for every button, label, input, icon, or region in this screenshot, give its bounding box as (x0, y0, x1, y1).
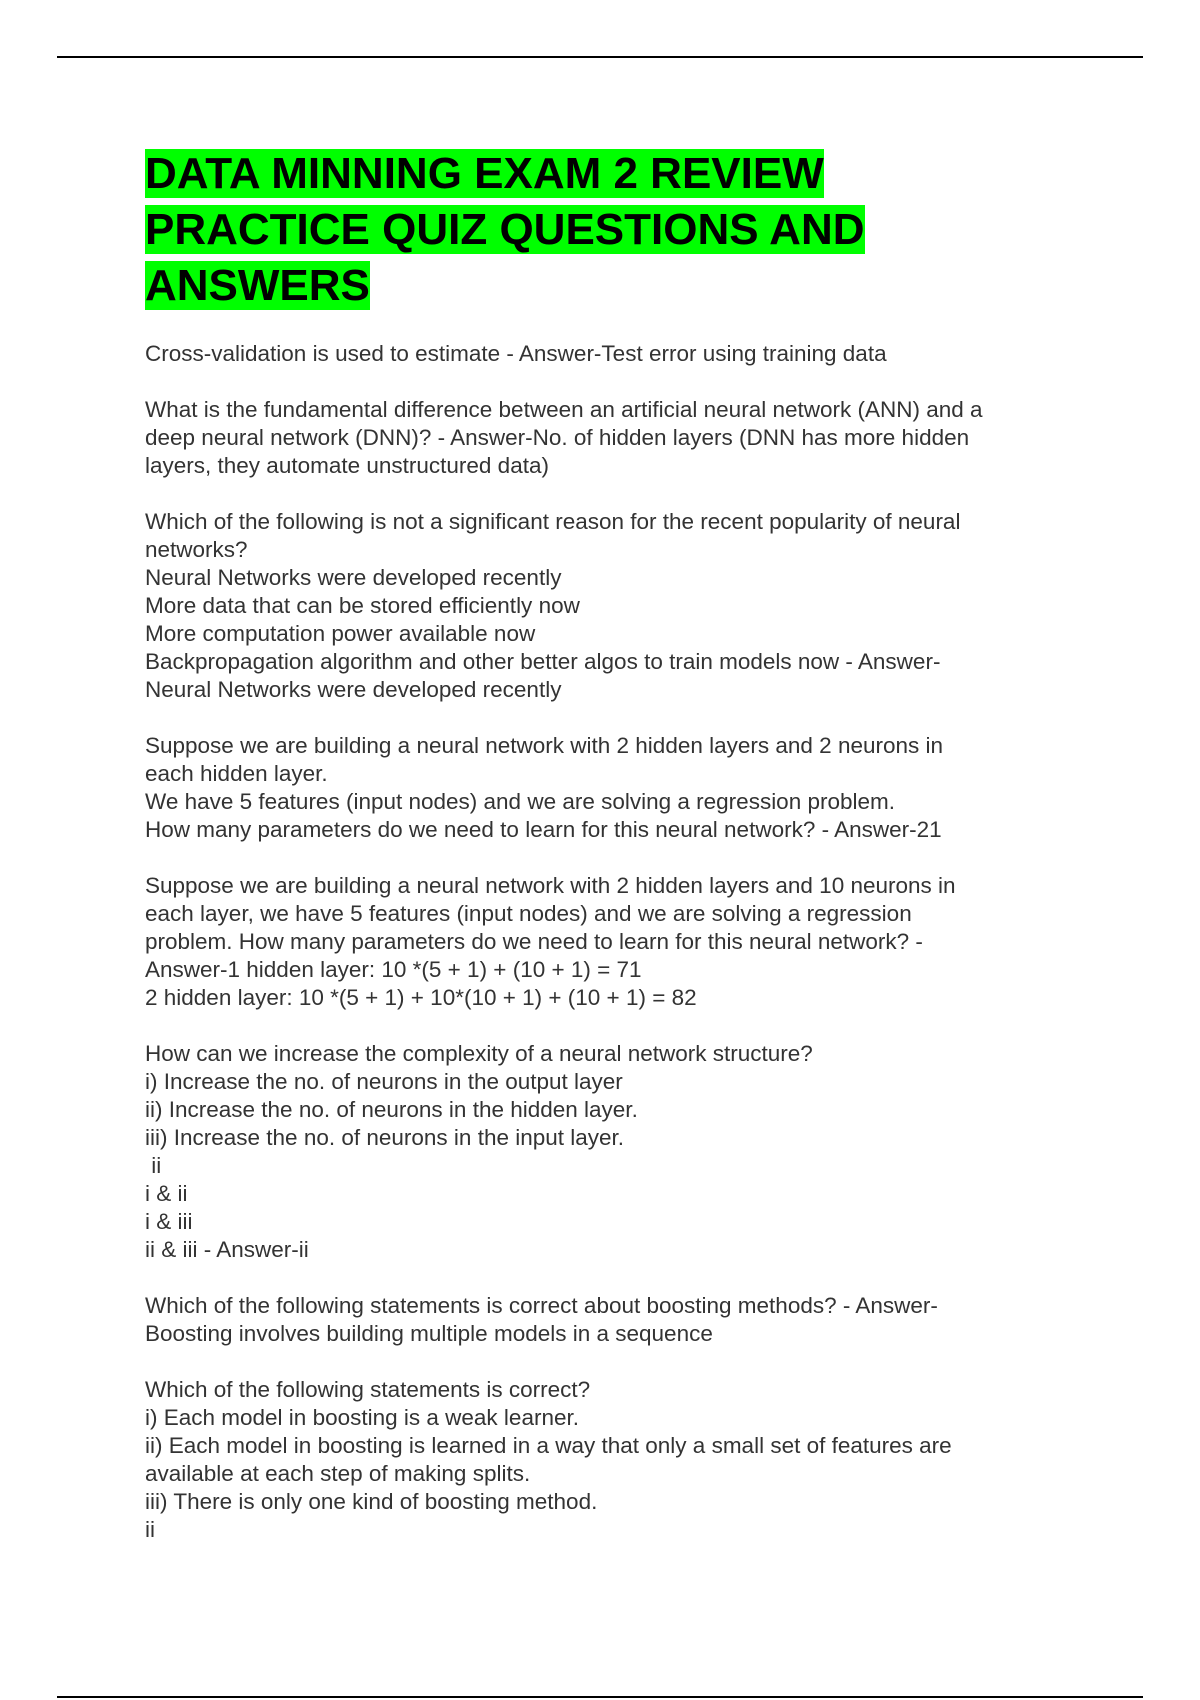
text-line: networks? (145, 537, 248, 562)
title-line: ANSWERS (145, 261, 370, 310)
question-item (145, 508, 1075, 704)
text-line: layers, they automate unstructured data) (145, 453, 549, 478)
text-line: How can we increase the complexity of a neural network structure? (145, 1041, 813, 1066)
text-line: 2 hidden layer: 10 *(5 + 1) + 10*(10 + 1) + (10 + 1) = 82 (145, 985, 697, 1010)
text-line: available at each step of making splits. (145, 1461, 531, 1486)
text-line: Boosting involves building multiple models in a sequence (145, 1321, 713, 1346)
question-item (145, 872, 1075, 1012)
text-line: Which of the following is not a significant reason for the recent popularity of neural (145, 509, 961, 534)
text-line: i) Increase the no. of neurons in the output layer (145, 1069, 623, 1094)
text-line: Neural Networks were developed recently (145, 565, 562, 590)
text-line: Neural Networks were developed recently (145, 677, 562, 702)
text-line: ii) Increase the no. of neurons in the hidden layer. (145, 1097, 638, 1122)
document-title (145, 146, 1075, 314)
text-line: ii (145, 1153, 162, 1178)
text-line: What is the fundamental difference between an artificial neural network (ANN) and a (145, 397, 983, 422)
text-line: Which of the following statements is correct about boosting methods? - Answer- (145, 1293, 938, 1318)
text-line: Answer-1 hidden layer: 10 *(5 + 1) + (10 + 1) = 71 (145, 957, 642, 982)
text-line: Suppose we are building a neural network with 2 hidden layers and 10 neurons in (145, 873, 956, 898)
title-line: PRACTICE QUIZ QUESTIONS AND (145, 205, 865, 254)
text-line: deep neural network (DNN)? - Answer-No. of hidden layers (DNN has more hidden (145, 425, 970, 450)
question-item (145, 340, 1075, 368)
text-line: each layer, we have 5 features (input nodes) and we are solving a regression (145, 901, 912, 926)
text-line: Which of the following statements is correct? (145, 1377, 591, 1402)
text-line: Backpropagation algorithm and other better algos to train models now - Answer- (145, 649, 941, 674)
text-line: i) Each model in boosting is a weak learner. (145, 1405, 579, 1430)
question-list (145, 340, 1075, 1544)
question-item (145, 732, 1075, 844)
question-item (145, 1376, 1075, 1544)
text-line: ii & iii - Answer-ii (145, 1237, 309, 1262)
bottom-rule (57, 1696, 1143, 1698)
text-line: iii) There is only one kind of boosting method. (145, 1489, 598, 1514)
text-line: i & iii (145, 1209, 193, 1234)
text-line: ii) Each model in boosting is learned in a way that only a small set of features are (145, 1433, 952, 1458)
text-line: ii (145, 1517, 155, 1542)
text-line: More computation power available now (145, 621, 536, 646)
title-line: DATA MINNING EXAM 2 REVIEW (145, 149, 824, 198)
text-line: problem. How many parameters do we need to learn for this neural network? - (145, 929, 923, 954)
text-line: each hidden layer. (145, 761, 328, 786)
text-line: How many parameters do we need to learn for this neural network? - Answer-21 (145, 817, 942, 842)
text-line: Suppose we are building a neural network with 2 hidden layers and 2 neurons in (145, 733, 944, 758)
question-item (145, 1040, 1075, 1264)
text-line: iii) Increase the no. of neurons in the input layer. (145, 1125, 625, 1150)
text-line: More data that can be stored efficiently now (145, 593, 580, 618)
document-body (145, 146, 1075, 1572)
top-rule (57, 56, 1143, 58)
question-item (145, 1292, 1075, 1348)
text-line: i & ii (145, 1181, 188, 1206)
text-line: We have 5 features (input nodes) and we are solving a regression problem. (145, 789, 896, 814)
text-line: Cross-validation is used to estimate - Answer-Test error using training data (145, 341, 887, 366)
question-item (145, 396, 1075, 480)
